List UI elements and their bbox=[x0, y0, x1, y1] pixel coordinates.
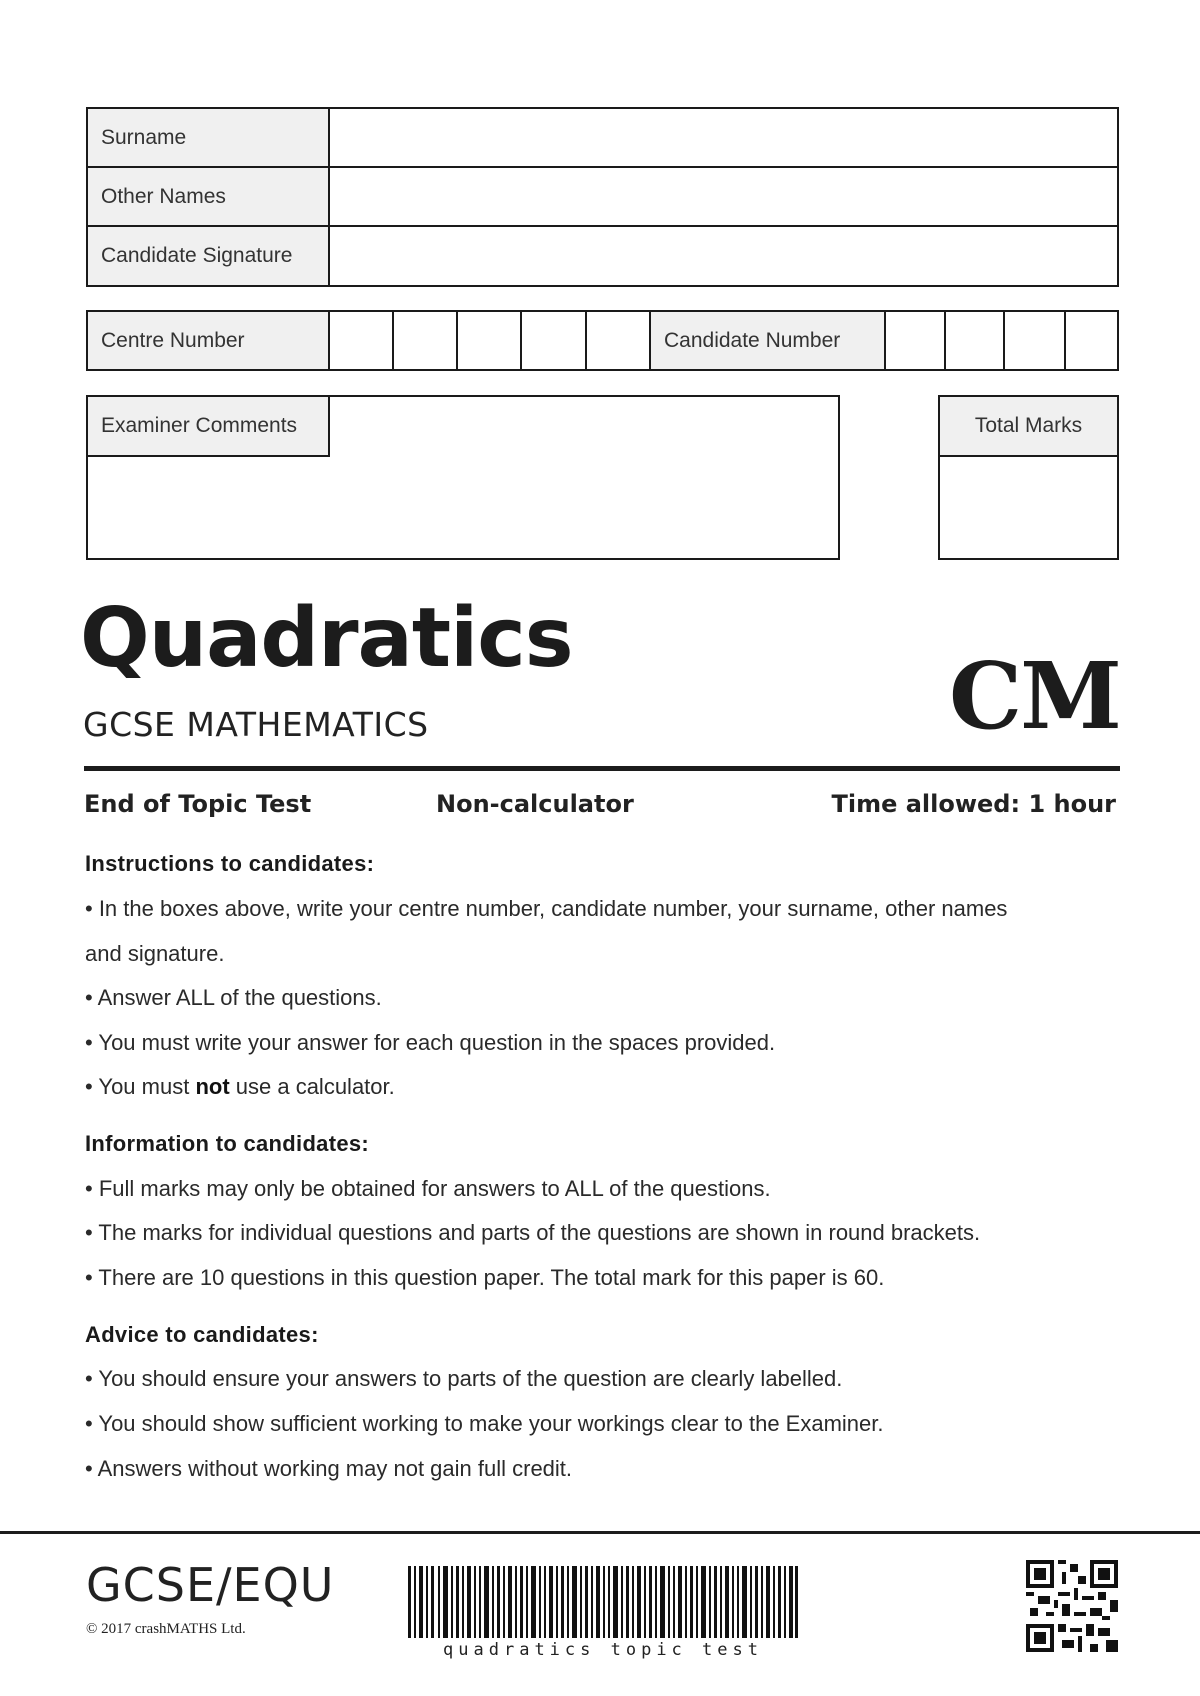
advice-heading: Advice to candidates: bbox=[85, 1322, 319, 1347]
candidate-number-digit[interactable] bbox=[944, 310, 1005, 371]
total-marks-label: Total Marks bbox=[938, 395, 1119, 457]
signature-field[interactable] bbox=[328, 225, 1119, 287]
centre-number-digit[interactable] bbox=[328, 310, 394, 371]
instructions-heading: Instructions to candidates: bbox=[85, 851, 375, 876]
candidate-number-digit[interactable] bbox=[1003, 310, 1066, 371]
instruction-item: • Answer ALL of the questions. bbox=[85, 985, 382, 1010]
paper-code: GCSE/EQU bbox=[86, 1558, 335, 1612]
surname-label: Surname bbox=[86, 107, 330, 168]
advice-item: • You should ensure your answers to parts of the question are clearly labelled. bbox=[85, 1366, 843, 1391]
page-title: Quadratics bbox=[80, 591, 573, 686]
candidate-number-digit[interactable] bbox=[884, 310, 946, 371]
instruction-item: • You must write your answer for each question in the spaces provided. bbox=[85, 1030, 776, 1055]
advice-item: • Answers without working may not gain full credit. bbox=[85, 1456, 573, 1481]
barcode-caption: quadratics topic test bbox=[443, 1640, 763, 1660]
other-names-label: Other Names bbox=[86, 166, 330, 227]
centre-number-digit[interactable] bbox=[520, 310, 587, 371]
instruction-emphasis: not bbox=[195, 1074, 230, 1099]
calculator-status: Non-calculator bbox=[436, 790, 634, 818]
information-heading: Information to candidates: bbox=[85, 1131, 370, 1156]
barcode-icon bbox=[408, 1566, 798, 1638]
centre-number-label: Centre Number bbox=[86, 310, 330, 371]
candidate-number-label: Candidate Number bbox=[649, 310, 886, 371]
centre-number-digit[interactable] bbox=[392, 310, 458, 371]
examiner-comments-label: Examiner Comments bbox=[86, 395, 330, 457]
information-item: • Full marks may only be obtained for answers to ALL of the questions. bbox=[85, 1176, 771, 1201]
advice-item: • You should show sufficient working to make your workings clear to the Examiner. bbox=[85, 1411, 884, 1436]
test-type: End of Topic Test bbox=[84, 790, 312, 818]
signature-label: Candidate Signature bbox=[86, 225, 330, 287]
qr-code-icon bbox=[1026, 1560, 1118, 1652]
header-divider bbox=[84, 766, 1120, 771]
centre-number-digit[interactable] bbox=[585, 310, 651, 371]
surname-field[interactable] bbox=[328, 107, 1119, 168]
instruction-item: and signature. bbox=[85, 941, 225, 966]
information-item: • The marks for individual questions and parts of the questions are shown in round brackets. bbox=[85, 1220, 981, 1245]
instruction-text: • You must bbox=[85, 1074, 196, 1099]
centre-number-digit[interactable] bbox=[456, 310, 522, 371]
time-allowed: Time allowed: 1 hour bbox=[831, 790, 1116, 818]
instruction-text: use a calculator. bbox=[229, 1074, 395, 1099]
crashmaths-logo: CM bbox=[948, 642, 1120, 750]
instruction-item-calculator bbox=[85, 1074, 395, 1100]
page-subtitle: GCSE MATHEMATICS bbox=[83, 705, 429, 744]
information-item: • There are 10 questions in this question paper. The total mark for this paper is 60. bbox=[85, 1265, 885, 1290]
candidate-number-digit[interactable] bbox=[1064, 310, 1119, 371]
copyright: © 2017 crashMATHS Ltd. bbox=[86, 1621, 246, 1637]
total-marks-box[interactable] bbox=[938, 455, 1119, 560]
other-names-field[interactable] bbox=[328, 166, 1119, 227]
footer-divider bbox=[0, 1531, 1200, 1534]
instruction-item: • In the boxes above, write your centre number, candidate number, your surname, other names bbox=[85, 896, 1008, 921]
